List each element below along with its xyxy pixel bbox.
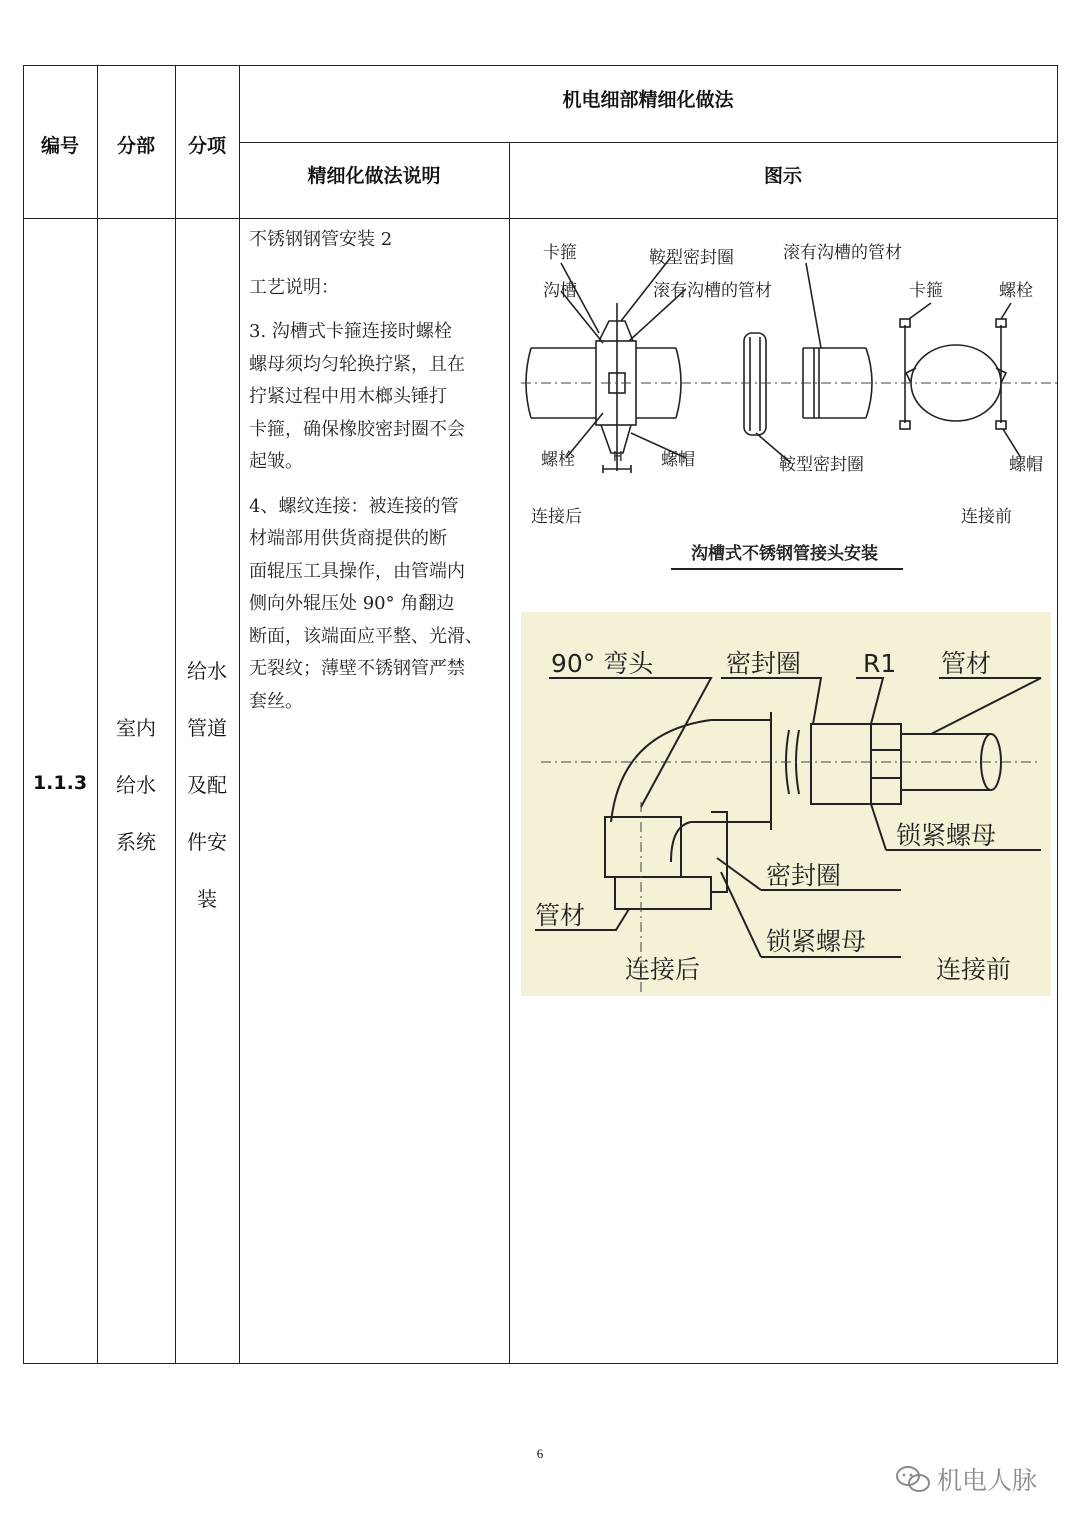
text-line: 3. 沟槽式卡箍连接时螺栓	[249, 321, 452, 342]
header-split-line	[239, 142, 1058, 143]
description-paragraph-4	[249, 491, 501, 719]
text-line: 无裂纹；薄壁不锈钢管严禁	[249, 658, 465, 679]
description-subtitle: 工艺说明：	[249, 276, 339, 298]
label-seal-top: 密封圈	[726, 649, 802, 678]
label-clamp-left: 卡箍	[543, 243, 577, 263]
page-number: 6	[536, 1446, 544, 1461]
item-line: 装	[197, 887, 217, 911]
chat-bubble-icon	[895, 1464, 931, 1494]
figure1-caption: 沟槽式不锈钢管接头安装	[691, 544, 878, 564]
item-line: 及配	[187, 773, 227, 797]
column-divider-4	[509, 142, 510, 1364]
label-cap-right: 螺帽	[1009, 455, 1043, 475]
label-after-connection: 连接后	[531, 507, 582, 527]
label-bolt-left: 螺栓	[541, 450, 575, 470]
text-line: 套丝。	[249, 690, 303, 712]
label-before-connection: 连接前	[961, 507, 1012, 527]
item-line: 给水	[187, 659, 227, 683]
label-grooved-pipe-inner: 滚有沟槽的管材	[653, 281, 772, 301]
row-division	[97, 700, 175, 871]
text-line: 拧紧过程中用木榔头锤打	[249, 386, 447, 407]
item-line: 件安	[187, 830, 227, 854]
label-dim-h: H	[613, 450, 623, 465]
header-division: 分部	[116, 135, 155, 157]
table-left-border	[23, 65, 24, 1364]
row-item	[175, 643, 239, 928]
item-line: 管道	[187, 716, 227, 740]
description-title: 不锈钢钢管安装 2	[249, 229, 393, 250]
label-groove: 沟槽	[543, 281, 577, 301]
label-bolt-right: 螺栓	[999, 281, 1033, 301]
label-clamp-right: 卡箍	[909, 281, 943, 301]
label-saddle-seal-top: 鞍型密封圈	[649, 248, 734, 268]
text-line: 4、螺纹连接：被连接的管	[249, 495, 459, 517]
text-line: 面辊压工具操作，由管端内	[249, 560, 465, 582]
threaded-connection-drawing	[521, 612, 1051, 996]
header-description: 精细化做法说明	[307, 165, 441, 187]
label-seal-mid: 密封圈	[766, 861, 842, 890]
text-line: 断面，该端面应平整、光滑、	[249, 625, 483, 647]
label-lock-nut-mid: 锁紧螺母	[766, 927, 867, 956]
watermark	[895, 1461, 1037, 1497]
header-illustration: 图示	[763, 165, 802, 187]
process-description	[249, 224, 501, 730]
header-item: 分项	[187, 135, 226, 157]
header-bottom-border	[23, 218, 1058, 219]
header-method: 机电细部精细化做法	[562, 89, 734, 111]
table-top-border	[23, 65, 1058, 66]
text-line: 侧向外辊压处 90° 角翻边	[249, 593, 455, 614]
grooved-coupling-drawing	[521, 233, 1057, 578]
label-after-connection-2: 连接后	[625, 955, 701, 984]
division-line: 给水	[116, 773, 156, 797]
label-grooved-pipe-top: 滚有沟槽的管材	[783, 243, 902, 263]
row-code: 1.1.3	[32, 772, 88, 794]
header-code: 编号	[40, 135, 79, 157]
description-paragraph-3	[249, 316, 501, 479]
table-bottom-border	[23, 1363, 1058, 1364]
text-line: 起皱。	[249, 451, 303, 472]
label-cap-left: 螺帽	[661, 450, 695, 470]
label-before-connection-2: 连接前	[936, 955, 1012, 984]
text-line: 螺母须均匀轮换拧紧，且在	[249, 353, 465, 375]
table-right-border	[1057, 65, 1058, 1364]
threaded-connection-diagram	[521, 612, 1051, 996]
text-line: 材端部用供货商提供的断	[249, 528, 447, 549]
label-lock-nut-right: 锁紧螺母	[896, 821, 997, 850]
watermark-text: 机电人脉	[937, 1466, 1038, 1495]
division-line: 系统	[116, 830, 156, 854]
label-pipe-top: 管材	[941, 649, 992, 678]
column-divider-3	[239, 65, 240, 1364]
text-line: 卡箍，确保橡胶密封圈不会	[249, 418, 465, 440]
label-pipe-left: 管材	[535, 901, 586, 930]
label-90-elbow: 90° 弯头	[551, 649, 654, 678]
grooved-coupling-diagram	[521, 233, 1057, 578]
division-line: 室内	[116, 716, 156, 740]
label-saddle-seal-bottom: 鞍型密封圈	[779, 455, 864, 475]
label-r1: R1	[863, 649, 897, 678]
